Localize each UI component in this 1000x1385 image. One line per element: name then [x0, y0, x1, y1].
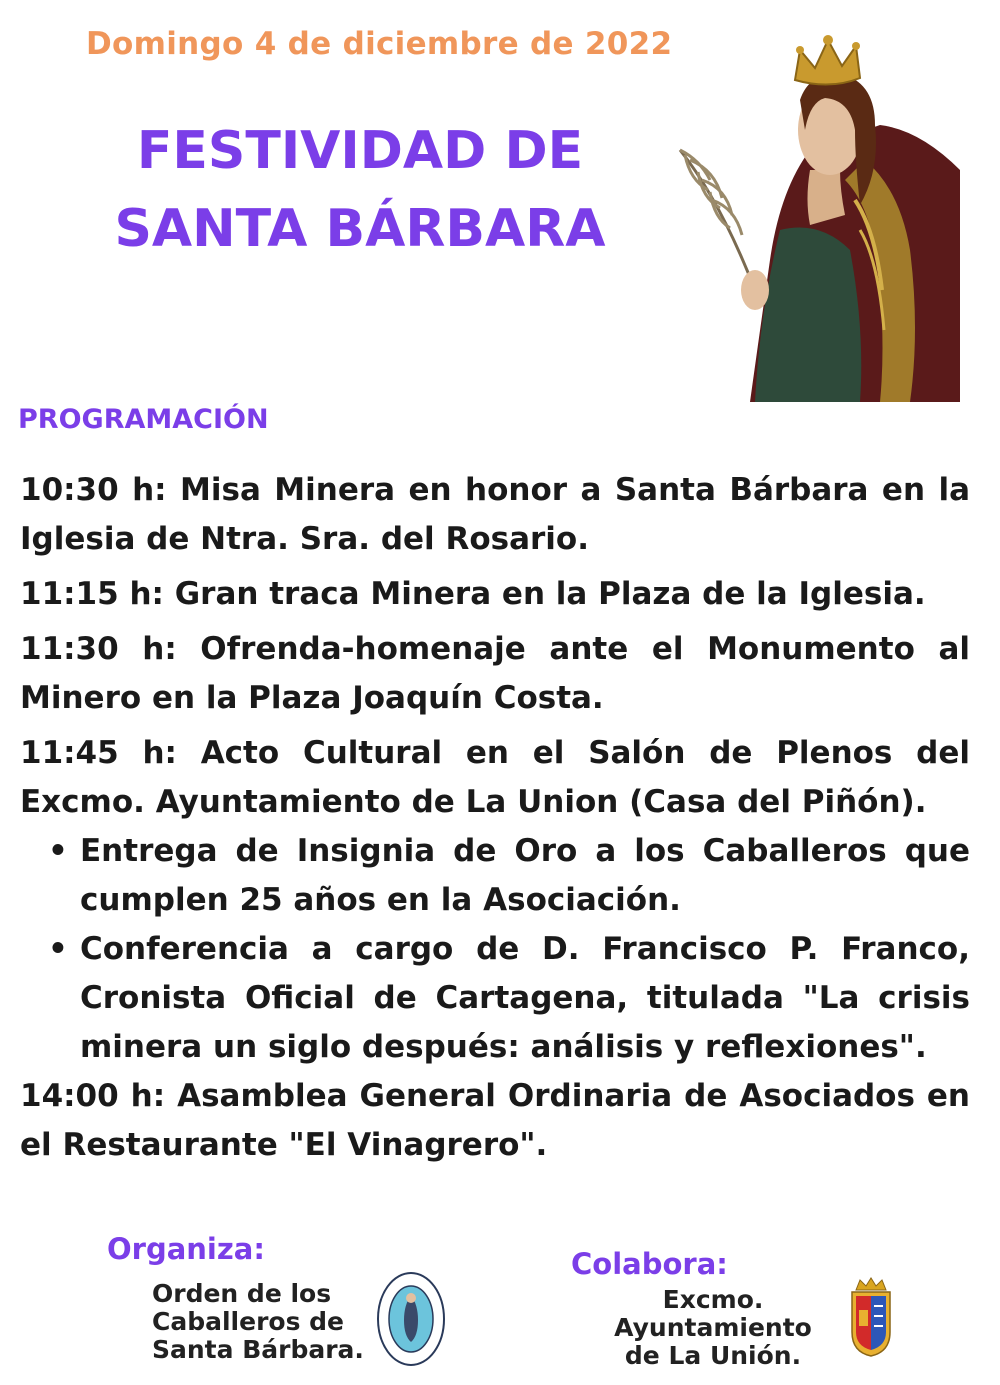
program-bullet: • Conferencia a cargo de D. Francisco P. Franco, Cronista Oficial de Cartagena, titulada "La crisis minera un siglo después: análisis y reflexiones". [80, 925, 970, 1072]
town-coat-of-arms-icon [848, 1276, 894, 1358]
colabora-label: Colabora: [571, 1247, 728, 1281]
program-bullet: • Entrega de Insignia de Oro a los Caballeros que cumplen 25 años en la Asociación. [80, 827, 970, 925]
program-item: 11:15 h: Gran traca Minera en la Plaza de la Iglesia. [20, 576, 926, 612]
program-item: 11:45 h: Acto Cultural en el Salón de Plenos del Excmo. Ayuntamiento de La Union (Casa del Piñón). [20, 735, 970, 820]
program-heading: PROGRAMACIÓN [18, 404, 269, 435]
title-line-1: FESTIVIDAD DE [136, 121, 584, 181]
organizer-line: Caballeros de [152, 1307, 345, 1336]
order-seal-icon [376, 1270, 446, 1368]
program-item: 14:00 h: Asamblea General Ordinaria de Asociados en el Restaurante "El Vinagrero". [20, 1078, 970, 1163]
organizer-line: Orden de los [152, 1279, 332, 1308]
organizer-name [152, 1280, 364, 1364]
collaborator-line: de La Unión. [624, 1341, 802, 1370]
page-title [80, 112, 640, 268]
santa-barbara-statue-image [660, 30, 960, 402]
program-item: 11:30 h: Ofrenda-homenaje ante el Monumento al Minero en la Plaza Joaquín Costa. [20, 631, 970, 716]
collaborator-line: Excmo. [662, 1285, 764, 1314]
program-sub-list [20, 827, 970, 1072]
program-item: 10:30 h: Misa Minera en honor a Santa Bárbara en la Iglesia de Ntra. Sra. del Rosario. [20, 472, 970, 557]
program-list [20, 466, 970, 1176]
collaborator-line: Ayuntamiento [614, 1313, 812, 1342]
organizer-line: Santa Bárbara. [152, 1335, 364, 1364]
title-line-2: SANTA BÁRBARA [114, 199, 606, 259]
collaborator-name [611, 1286, 815, 1370]
event-date: Domingo 4 de diciembre de 2022 [86, 26, 673, 62]
organiza-label: Organiza: [107, 1232, 265, 1266]
